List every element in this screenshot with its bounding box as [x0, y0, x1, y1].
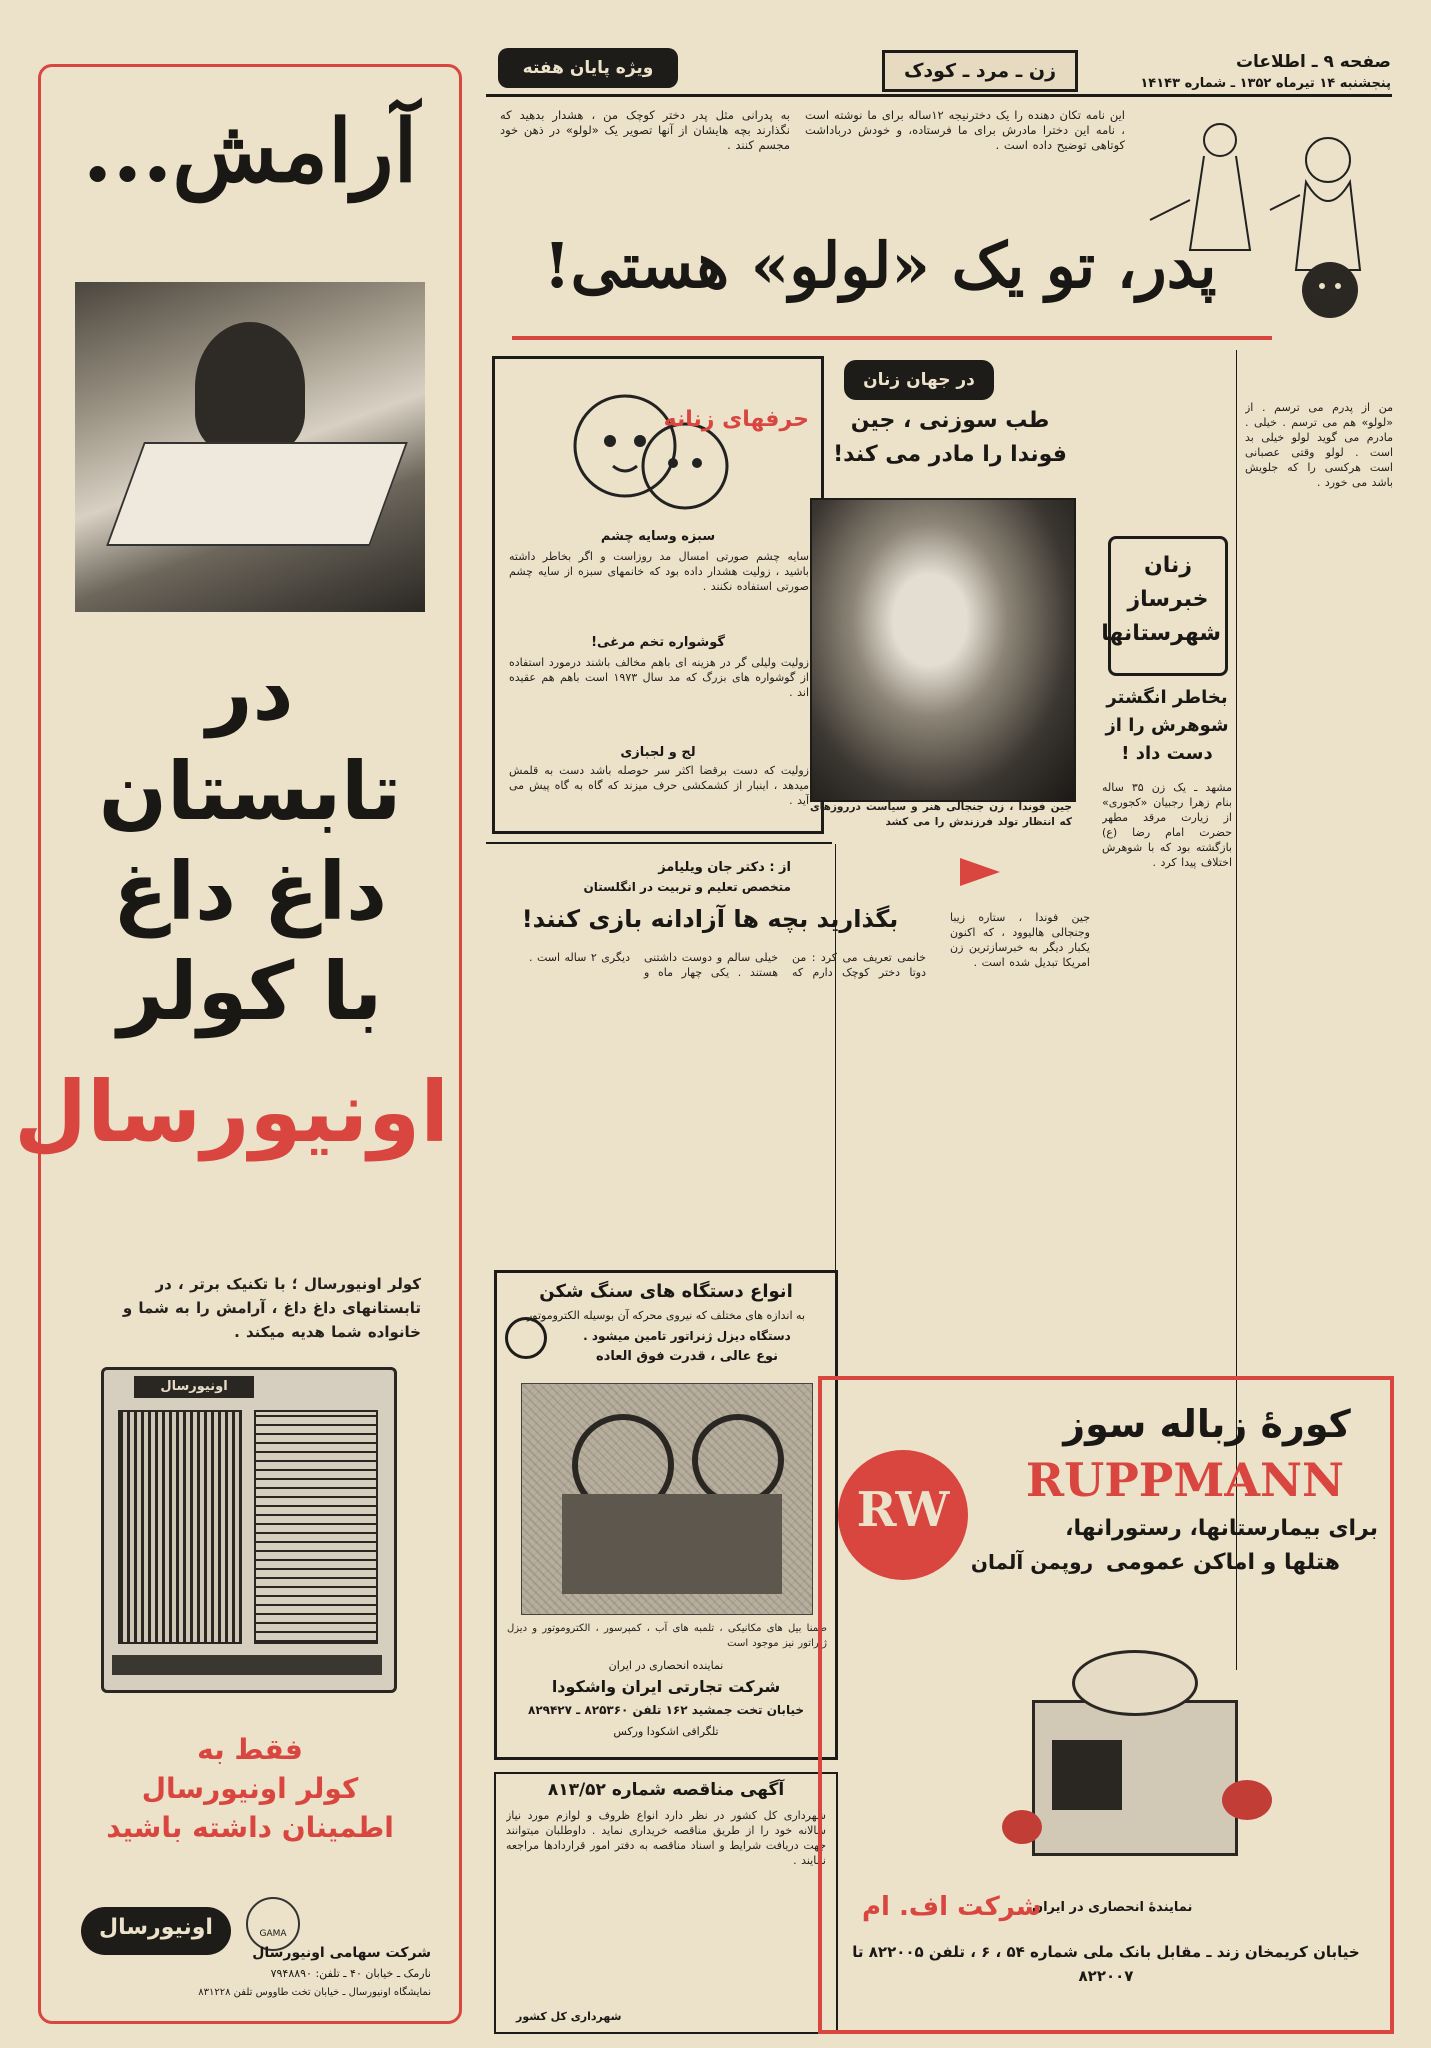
issue-date: پنجشنبه ۱۴ تیرماه ۱۳۵۲ ـ شماره ۱۴۱۴۳: [1140, 76, 1391, 91]
tender-title: آگهی مناقصه شماره ۸۱۳/۵۲: [547, 1780, 785, 1800]
women-words-box: [492, 356, 824, 834]
incinerator-door: [1052, 1740, 1122, 1810]
cooler-ad-description: کولر اونیورسال ؛ با تکنیک برتر ، در تابستانهای داغ داغ ، آرامش را به شما و خانواده شما هدیه میکند .: [122, 1275, 421, 1341]
stone-ad-line1: به اندازه های مختلف که نیروی محرکه آن بوسیله الکتروموتور: [526, 1309, 806, 1322]
city-women-headline: بخاطر انگشتر شوهرش را از دست داد !: [1105, 687, 1229, 764]
children-body: خانمی تعریف می کرد : من دوتا دختر کوچک دارم که خیلی سالم و دوست داشتنی هستند . یکی چهار ماه و دیگری ۲ ساله است .: [528, 951, 926, 979]
cooler-showroom: نمایشگاه اونیورسال ـ خیابان تخت طاووس تلفن ۸۳۱۲۲۸: [198, 1987, 431, 1998]
crusher-body: [562, 1494, 782, 1594]
cooler-company: شرکت سهامی اونیورسال: [252, 1945, 431, 1961]
women-words-item3-body: زولیت که دست برقضا اکثر سر حوصله باشد دست به قلمش میدهد ، اینبار از کشمکشی حرف میزند که گاه به گاه پیش می آید .: [509, 764, 809, 807]
cooler-ad-headline-in: در: [206, 645, 294, 738]
gama-seal-text: GAMA: [259, 1929, 287, 1939]
ruppmann-ad: [818, 1376, 1394, 2034]
cooler-ad-photo: [75, 282, 425, 612]
page-number: صفحه ۹ ـ اطلاعات: [1235, 52, 1391, 72]
women-world-body: جین فوندا ، ستاره زیبا وجنجالی هالیوود ، که اکنون یکبار دیگر به خبرسازترین زن امریکا تبدیل شده است .: [950, 911, 1090, 969]
children-byline2: متخصص تعلیم و تربیت در انگلستان: [583, 880, 791, 894]
cooler-product-label: اونیورسال: [134, 1376, 254, 1398]
women-words-item3-title: لج و لجبازی: [620, 745, 696, 760]
stone-ad-line3: نوع عالی ، قدرت فوق العاده: [595, 1349, 779, 1364]
cooler-base: [112, 1655, 382, 1675]
section-title: زن ـ مرد ـ کودک: [882, 50, 1078, 92]
gama-seal: [246, 1897, 300, 1951]
stone-ad-telegraph: تلگرافی اشکودا ورکس: [613, 1725, 719, 1738]
stone-ad-line2: دستگاه دیزل ژنراتور تامین میشود .: [583, 1329, 791, 1343]
cooler-ad-headline-hot: داغ داغ: [112, 845, 388, 938]
jane-fonda-photo: [810, 498, 1076, 802]
faces-icon: [555, 371, 755, 521]
cooler-address: نارمک ـ خیابان ۴۰ ـ تلفن: ۷۹۴۸۸۹۰: [270, 1967, 431, 1980]
tender-notice: [494, 1772, 838, 2034]
women-words-title: حرفهای زنانه: [663, 407, 809, 432]
stone-crusher-ad: [494, 1270, 838, 1760]
header-rule: [486, 94, 1392, 97]
ruppmann-line2: هتلها و اماکن عمومی: [1105, 1550, 1340, 1575]
cooler-tagline-only: فقط به: [197, 1733, 303, 1766]
city-women-badge-text: زنان خبرساز شهرستانها: [1101, 553, 1221, 646]
incinerator-image: [992, 1630, 1282, 1870]
photo-chair-figure: [106, 442, 408, 546]
ruppmann-company: شرکت اف. ام: [862, 1892, 1042, 1922]
cooler-ad-brand: اونیورسال: [14, 1063, 449, 1161]
incinerator-hatch: [1072, 1650, 1198, 1716]
cooler-tagline-trust: اطمینان داشته باشید: [106, 1811, 394, 1844]
cooler-ad: [14, 64, 462, 2024]
women-world-badge: در جهان زنان: [844, 360, 994, 400]
women-words-item2-title: گوشواره تخم مرغی!: [591, 635, 725, 650]
stone-ad-desc: ضمنا بیل های مکانیکی ، تلمبه های آب ، کمپرسور ، الکتروموتور و دیزل ژنراتور نیز موجود است: [507, 1623, 827, 1649]
children-top-rule: [486, 842, 832, 844]
headline-underline: [512, 336, 1272, 340]
ruppmann-line1: برای بیمارستانها، رستورانها،: [1065, 1516, 1378, 1541]
intro-right: این نامه تکان دهنده را یک دخترنیجه ۱۲ساله برای ما نوشته است ، نامه این دخترا مادرش برای ما فرستاده، و خودش درباداشت کوتاهی توضیح داده است .: [805, 108, 1125, 152]
photo-man-figure: [195, 322, 305, 452]
cooler-side-panel: [254, 1410, 378, 1644]
ruppmann-agent: نمایندهٔ انحصاری در ایران: [1032, 1900, 1193, 1915]
cooler-ad-headline-with: با کولر: [117, 945, 383, 1038]
tender-body: شهرداری کل کشور در نظر دارد انواع ظروف و لوازم مورد نیاز سالانه خود را از طریق مناقصه خریداری نماید . داوطلبان میتوانند جهت دریافت شرایط و اسناد مناقصه به دفتر امور قراردادها مراجعه نمایند .: [506, 1809, 826, 1867]
stone-ad-agent: نماینده انحصاری در ایران: [608, 1659, 724, 1672]
women-world-headline: طب سوزنی ، جین فوندا را مادر می کند!: [833, 408, 1067, 467]
cooler-ad-headline-calm: آرامش...: [82, 101, 418, 202]
ruppmann-title: کورهٔ زباله سوز: [1063, 1402, 1351, 1446]
women-words-item2-body: زولیت ولیلی گر در هزینه ای باهم مخالف باشند درمورد استفاده از گوشواره های بزرگ که مد سال ۱۹۷۳ است باهم هم عقیده اند .: [509, 656, 809, 699]
crusher-flywheel-2: [692, 1414, 784, 1506]
tender-signature: شهرداری کل کشور: [516, 2010, 622, 2023]
children-byline: از : دکتر جان ویلیامز: [658, 860, 791, 875]
women-words-item1-body: سایه چشم صورتی امسال مد روزاست و اگر بخاطر داشته باشید ، زولیت هشدار داده بود که خانمهای سبزه از سایه چشم صورتی استفاده نکنند .: [509, 550, 809, 593]
stone-ad-address: خیابان تخت جمشید ۱۶۲ تلفن ۸۲۵۳۶۰ ـ ۸۲۹۴۲۷: [528, 1703, 804, 1717]
main-column-text: من از پدرم می ترسم . از «لولو» هم می ترسم . خیلی . مادرم می گوید لولو خیلی بد است . لولو وقتی عصبانی است هرکسی را که جلویش باشد می خورد .: [1245, 401, 1393, 489]
women-faces-illustration: [555, 371, 755, 521]
stone-ad-company: شرکت تجارتی ایران واشکودا: [551, 1677, 781, 1696]
ruppmann-address: خیابان کریمخان زند ـ مقابل بانک ملی شماره ۵۴ ، ۶ ، تلفن ۸۲۲۰۰۵ تا ۸۲۲۰۰۷: [852, 1943, 1360, 1985]
ruppmann-made-in: روپمن آلمان: [970, 1550, 1094, 1574]
city-women-badge: [1101, 536, 1228, 676]
weekend-badge: ویژه پایان هفته: [498, 48, 678, 88]
skoda-logo-icon: [505, 1317, 547, 1359]
universal-logo: [81, 1907, 231, 1955]
cooler-ad-headline-summer: تابستان: [98, 745, 402, 838]
incinerator-burner-2: [1002, 1810, 1042, 1844]
main-headline: پدر، تو یک «لولو» هستی!: [543, 229, 1217, 302]
crusher-machine-image: [521, 1383, 813, 1615]
cooler-product-image: [101, 1367, 397, 1693]
ruppmann-logo-letters: RW: [856, 1482, 950, 1538]
ruppmann-brand: RUPPMANN: [1025, 1453, 1345, 1507]
universal-logo-text: اونیورسال: [99, 1915, 213, 1940]
women-words-item1-title: سبزه وسایه چشم: [600, 529, 716, 544]
children-headline: بگذارید بچه ها آزادانه بازی کنند!: [521, 905, 899, 933]
cooler-tagline-brand: کولر اونیورسال: [141, 1772, 359, 1805]
cooler-grille: [118, 1410, 242, 1644]
stone-ad-title: انواع دستگاه های سنگ شکن: [539, 1281, 793, 1302]
incinerator-burner: [1222, 1780, 1272, 1820]
intro-left: به پدرانی مثل پدر دختر کوچک من ، هشدار بدهید که نگذارند بچه هایشان از آنها تصویر یک «لولو» در ذهن خود مجسم کنند .: [500, 108, 790, 152]
city-women-intro: [1090, 348, 1228, 518]
ruppmann-logo: [838, 1450, 968, 1580]
city-women-body: مشهد ـ یک زن ۳۵ ساله بنام زهرا رجبیان «کجوری» از زیارت مرقد مطهر حضرت امام رضا (ع) بازگشته بود که با شوهرش اختلاف پیدا کرد .: [1102, 781, 1232, 869]
women-world-arrow-icon: [960, 858, 1000, 886]
jane-fonda-caption: جین فوندا ، زن جنجالی هنر و سیاست درروزهای که انتظار تولد فرزندش را می کشد: [810, 801, 1072, 828]
